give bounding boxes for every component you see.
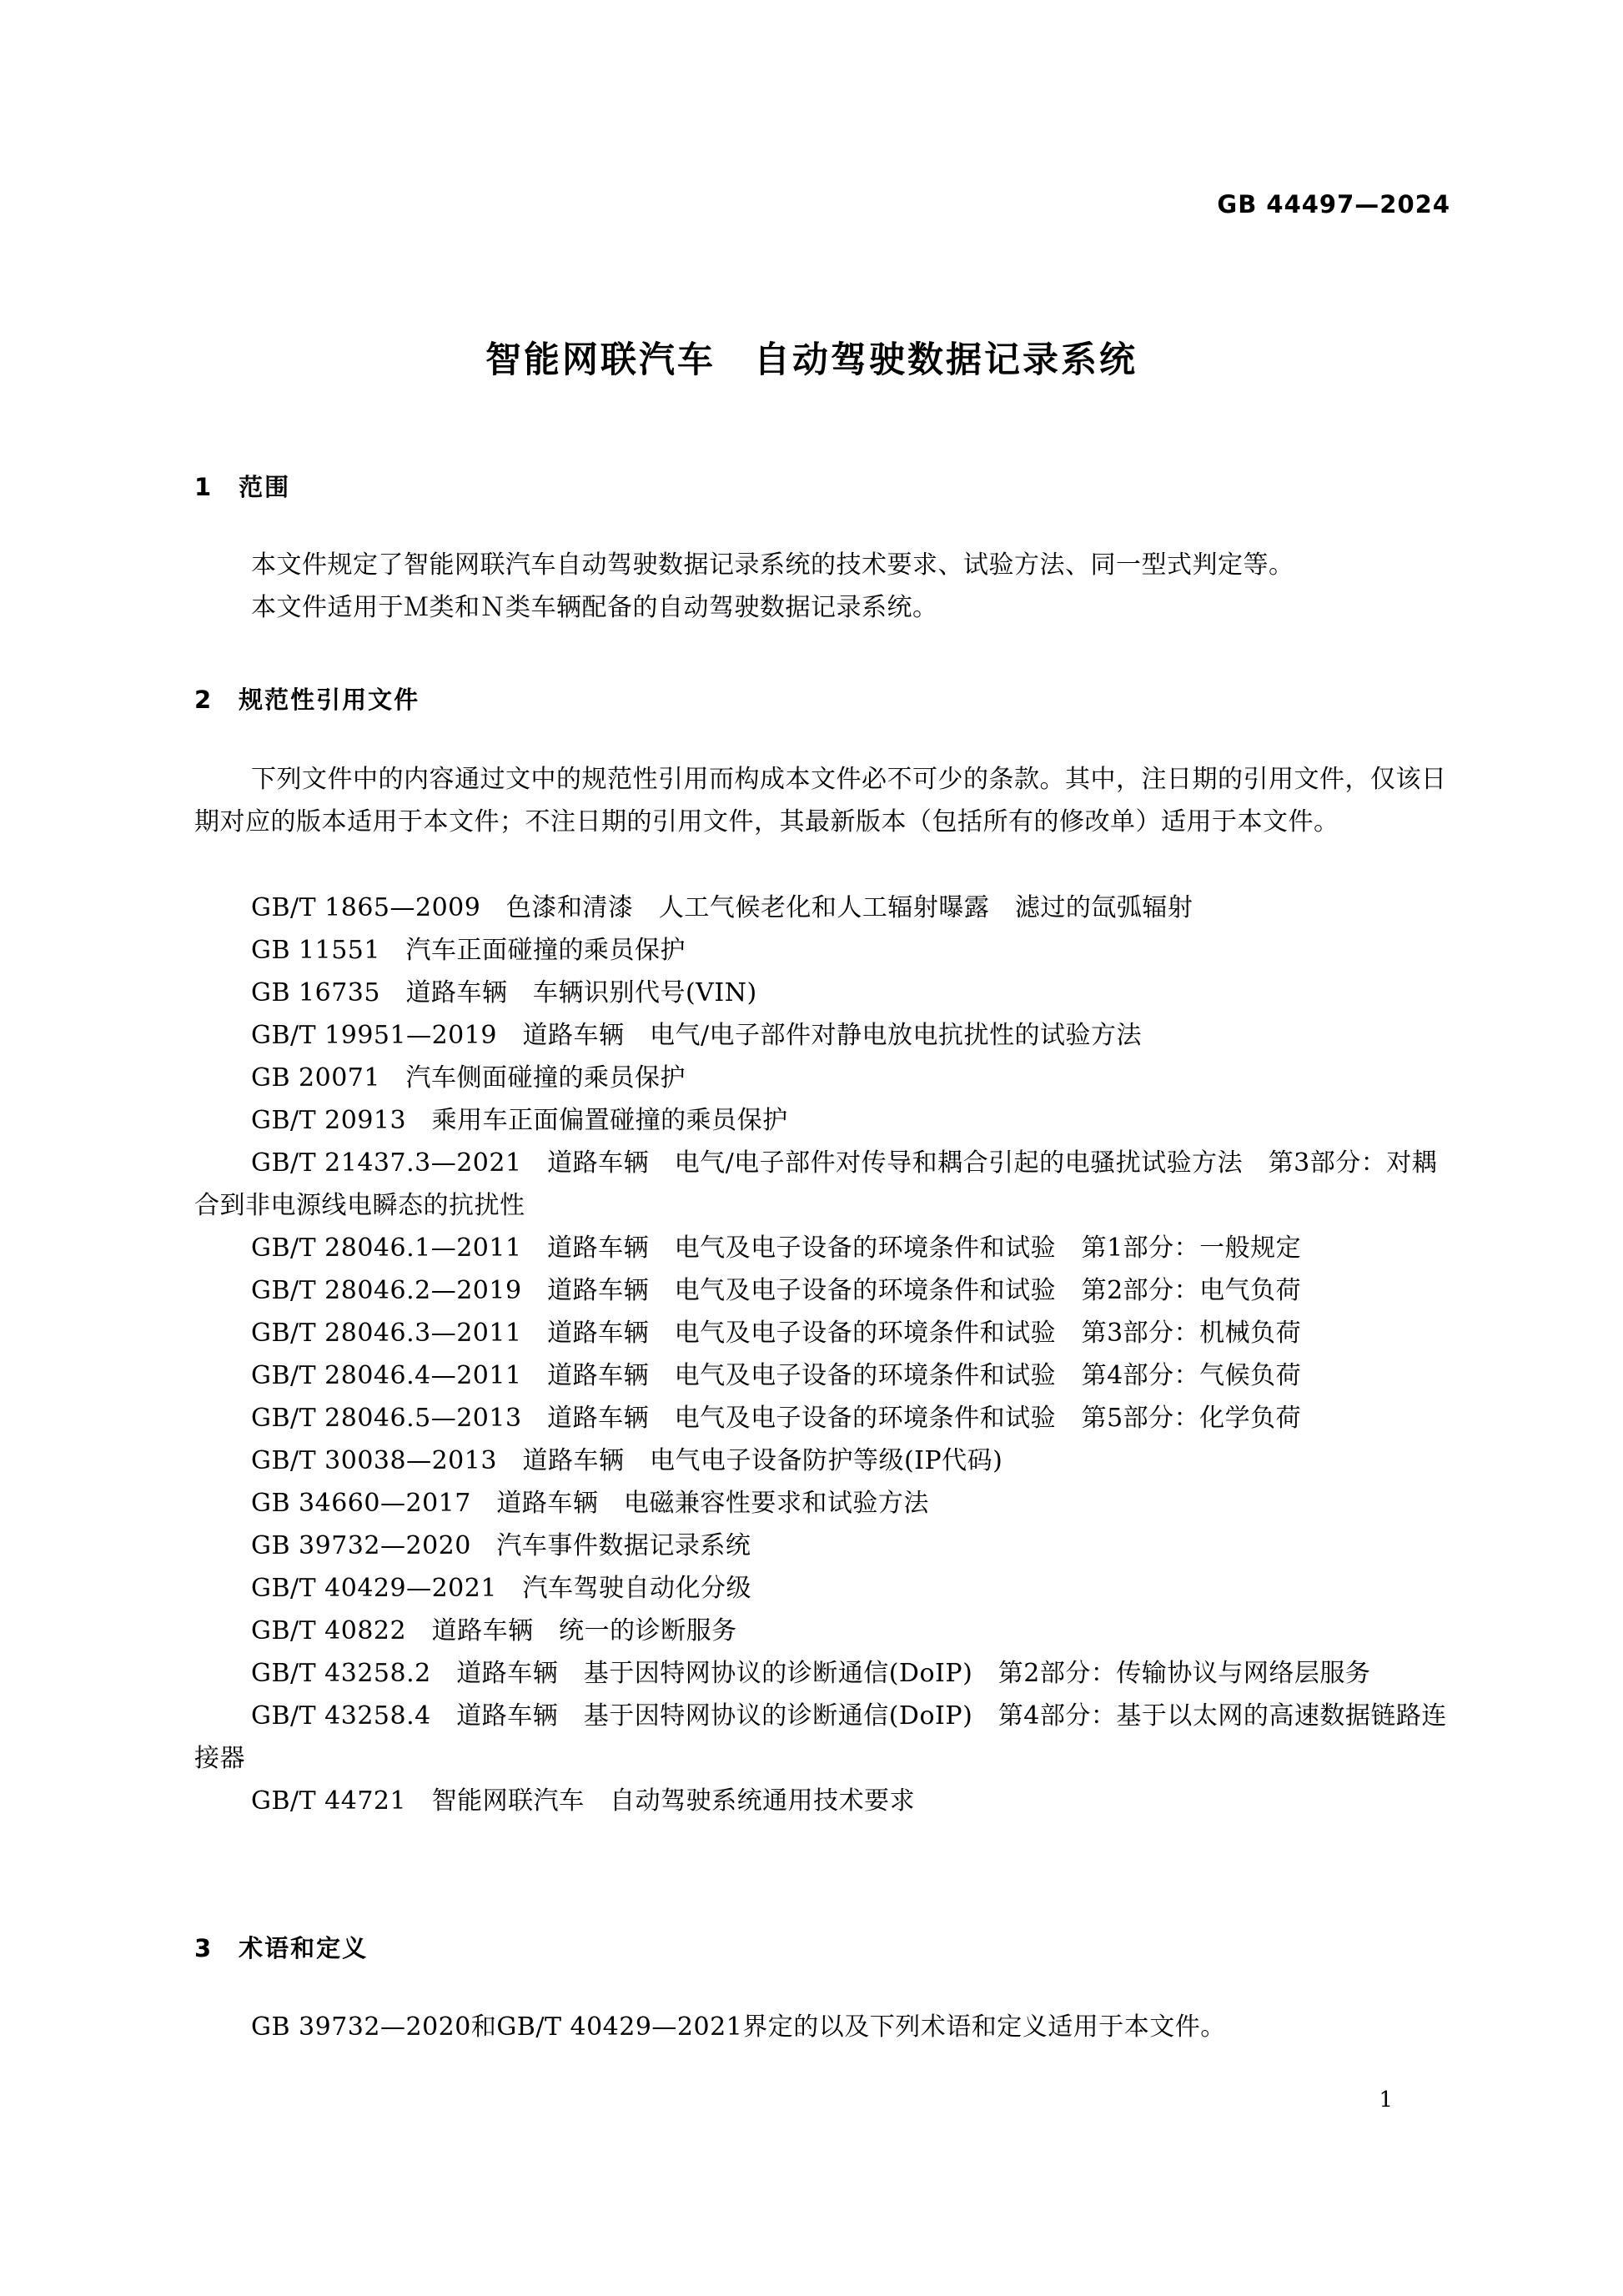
reference-item: GB 11551 汽车正面碰撞的乘员保护 xyxy=(251,936,686,965)
reference-item: GB/T 19951—2019 道路车辆 电气/电子部件对静电放电抗扰性的试验方法 xyxy=(251,1021,1143,1050)
reference-list xyxy=(194,887,1452,1822)
paragraph-scope-2: 本文件适用于Ｍ类和Ｎ类车辆配备的自动驾驶数据记录系统。 xyxy=(251,593,938,622)
reference-item: GB/T 28046.5—2013 道路车辆 电气及电子设备的环境条件和试验 第5部分：化学负荷 xyxy=(251,1404,1302,1433)
reference-item: GB/T 30038—2013 道路车辆 电气电子设备防护等级(IP代码) xyxy=(251,1446,1003,1475)
reference-item: GB/T 40429—2021 汽车驾驶自动化分级 xyxy=(251,1574,751,1603)
reference-item: GB 20071 汽车侧面碰撞的乘员保护 xyxy=(251,1063,686,1093)
paragraph-terms-intro: GB 39732—2020和GB/T 40429—2021界定的以及下列术语和定义适用于本文件。 xyxy=(251,2012,1226,2042)
reference-item: GB/T 28046.3—2011 道路车辆 电气及电子设备的环境条件和试验 第3部分：机械负荷 xyxy=(251,1319,1302,1348)
reference-item: GB 39732—2020 汽车事件数据记录系统 xyxy=(251,1531,751,1560)
section-heading-scope: 1 范围 xyxy=(194,473,291,501)
reference-item: GB/T 43258.2 道路车辆 基于因特网协议的诊断通信(DoIP) 第2部分：传输协议与网络层服务 xyxy=(251,1659,1371,1688)
paragraph-references-intro: 下列文件中的内容通过文中的规范性引用而构成本文件必不可少的条款。其中，注日期的引用文件，仅该日期对应的版本适用于本文件；不注日期的引用文件，其最新版本（包括所有的修改单）适用于本文件。 xyxy=(194,765,1447,837)
page-number: 1 xyxy=(1379,2088,1393,2113)
reference-item: GB/T 28046.2—2019 道路车辆 电气及电子设备的环境条件和试验 第2部分：电气负荷 xyxy=(251,1276,1302,1305)
reference-item: GB/T 44721 智能网联汽车 自动驾驶系统通用技术要求 xyxy=(251,1786,916,1816)
section-heading-normative-references: 2 规范性引用文件 xyxy=(194,686,420,714)
paragraph-scope-1: 本文件规定了智能网联汽车自动驾驶数据记录系统的技术要求、试验方法、同一型式判定等。 xyxy=(251,550,1294,580)
reference-item: GB 16735 道路车辆 车辆识别代号(VIN) xyxy=(251,978,757,1007)
reference-item: GB/T 20913 乘用车正面偏置碰撞的乘员保护 xyxy=(251,1106,788,1135)
reference-item: GB 34660—2017 道路车辆 电磁兼容性要求和试验方法 xyxy=(251,1489,929,1518)
standard-number: GB 44497—2024 xyxy=(1217,190,1450,219)
reference-item: GB/T 43258.4 道路车辆 基于因特网协议的诊断通信(DoIP) 第4部分：基于以太网的高速数据链路连接器 xyxy=(194,1701,1447,1773)
reference-item: GB/T 1865—2009 色漆和清漆 人工气候老化和人工辐射曝露 滤过的氙弧辐射 xyxy=(251,893,1193,922)
reference-item: GB/T 21437.3—2021 道路车辆 电气/电子部件对传导和耦合引起的电骚扰试验方法 第3部分：对耦合到非电源线电瞬态的抗扰性 xyxy=(194,1148,1438,1220)
section-heading-terms-definitions: 3 术语和定义 xyxy=(194,1934,369,1962)
reference-item: GB/T 28046.4—2011 道路车辆 电气及电子设备的环境条件和试验 第4部分：气候负荷 xyxy=(251,1361,1302,1390)
reference-item: GB/T 40822 道路车辆 统一的诊断服务 xyxy=(251,1616,737,1645)
document-title: 智能网联汽车 自动驾驶数据记录系统 xyxy=(485,339,1138,381)
reference-item: GB/T 28046.1—2011 道路车辆 电气及电子设备的环境条件和试验 第1部分：一般规定 xyxy=(251,1233,1302,1263)
